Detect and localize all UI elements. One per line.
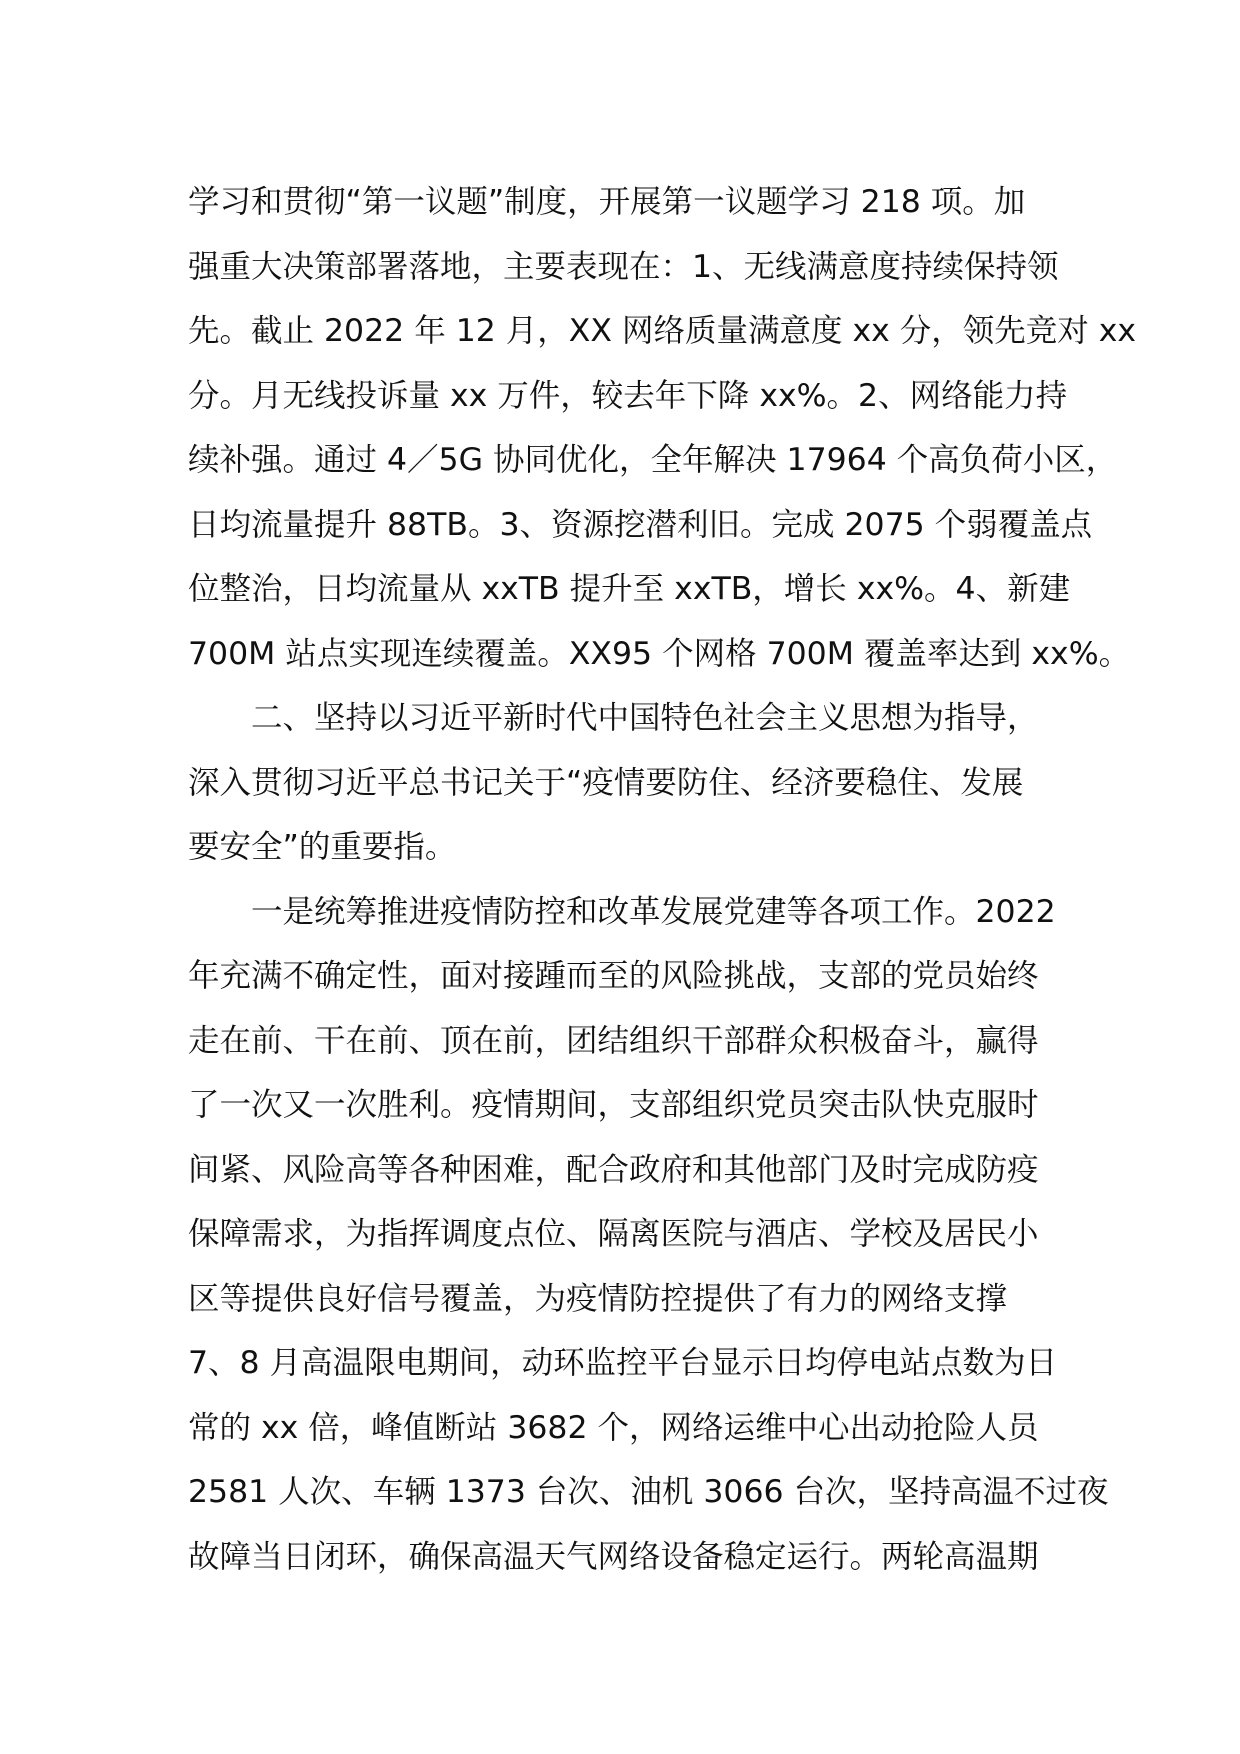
text-line: 了一次又一次胜利。疫情期间，支部组织党员突击队快克服时 bbox=[188, 1087, 1039, 1123]
text-line: 700M 站点实现连续覆盖。XX95 个网格 700M 覆盖率达到 xx%。 bbox=[188, 635, 1131, 672]
text-line: 日均流量提升 88TB。3、资源挖潜利旧。完成 2075 个弱覆盖点 bbox=[188, 506, 1093, 543]
text-line: 区等提供良好信号覆盖，为疫情防控提供了有力的网络支撑 bbox=[188, 1280, 1008, 1317]
text-line: 深入贯彻习近平总书记关于“疫情要防住、经济要稳住、发展 bbox=[188, 764, 1024, 801]
text-line: 常的 xx 倍，峰值断站 3682 个，网络运维中心出动抢险人员 bbox=[188, 1409, 1039, 1446]
text-line: 走在前、干在前、顶在前，团结组织干部群众积极奋斗，赢得 bbox=[188, 1022, 1039, 1059]
text-line: 分。月无线投诉量 xx 万件，较去年下降 xx%。2、网络能力持 bbox=[188, 377, 1068, 414]
text-line: 先。截止 2022 年 12 月，XX 网络质量满意度 xx 分，领先竞对 xx bbox=[188, 313, 1137, 349]
text-line: 学习和贯彻“第一议题”制度，开展第一议题学习 218 项。加 bbox=[188, 184, 1026, 220]
text-line: 要安全”的重要指。 bbox=[188, 829, 457, 865]
text-line: 强重大决策部署落地，主要表现在：1、无线满意度持续保持领 bbox=[188, 248, 1059, 285]
text-line: 2581 人次、车辆 1373 台次、油机 3066 台次，坚持高温不过夜 bbox=[188, 1474, 1109, 1510]
paragraph-first-line: 一是统筹推进疫情防控和改革发展党建等各项工作。2022 bbox=[251, 893, 1056, 930]
text-line: 年充满不确定性，面对接踵而至的风险挑战，支部的党员始终 bbox=[188, 958, 1039, 994]
section-heading-line: 二、坚持以习近平新时代中国特色社会主义思想为指导， bbox=[251, 700, 1039, 736]
text-line: 故障当日闭环，确保高温天气网络设备稳定运行。两轮高温期 bbox=[188, 1538, 1039, 1575]
text-line: 位整治，日均流量从 xxTB 提升至 xxTB，增长 xx%。4、新建 bbox=[188, 571, 1071, 607]
text-line: 7、8 月高温限电期间，动环监控平台显示日均停电站点数为日 bbox=[188, 1345, 1058, 1381]
text-line: 保障需求，为指挥调度点位、隔离医院与酒店、学校及居民小 bbox=[188, 1216, 1039, 1252]
document-body bbox=[188, 170, 1137, 1589]
text-line: 间紧、风险高等各种困难，配合政府和其他部门及时完成防疫 bbox=[188, 1151, 1039, 1188]
text-line: 续补强。通过 4／5G 协同优化，全年解决 17964 个高负荷小区， bbox=[188, 442, 1118, 478]
